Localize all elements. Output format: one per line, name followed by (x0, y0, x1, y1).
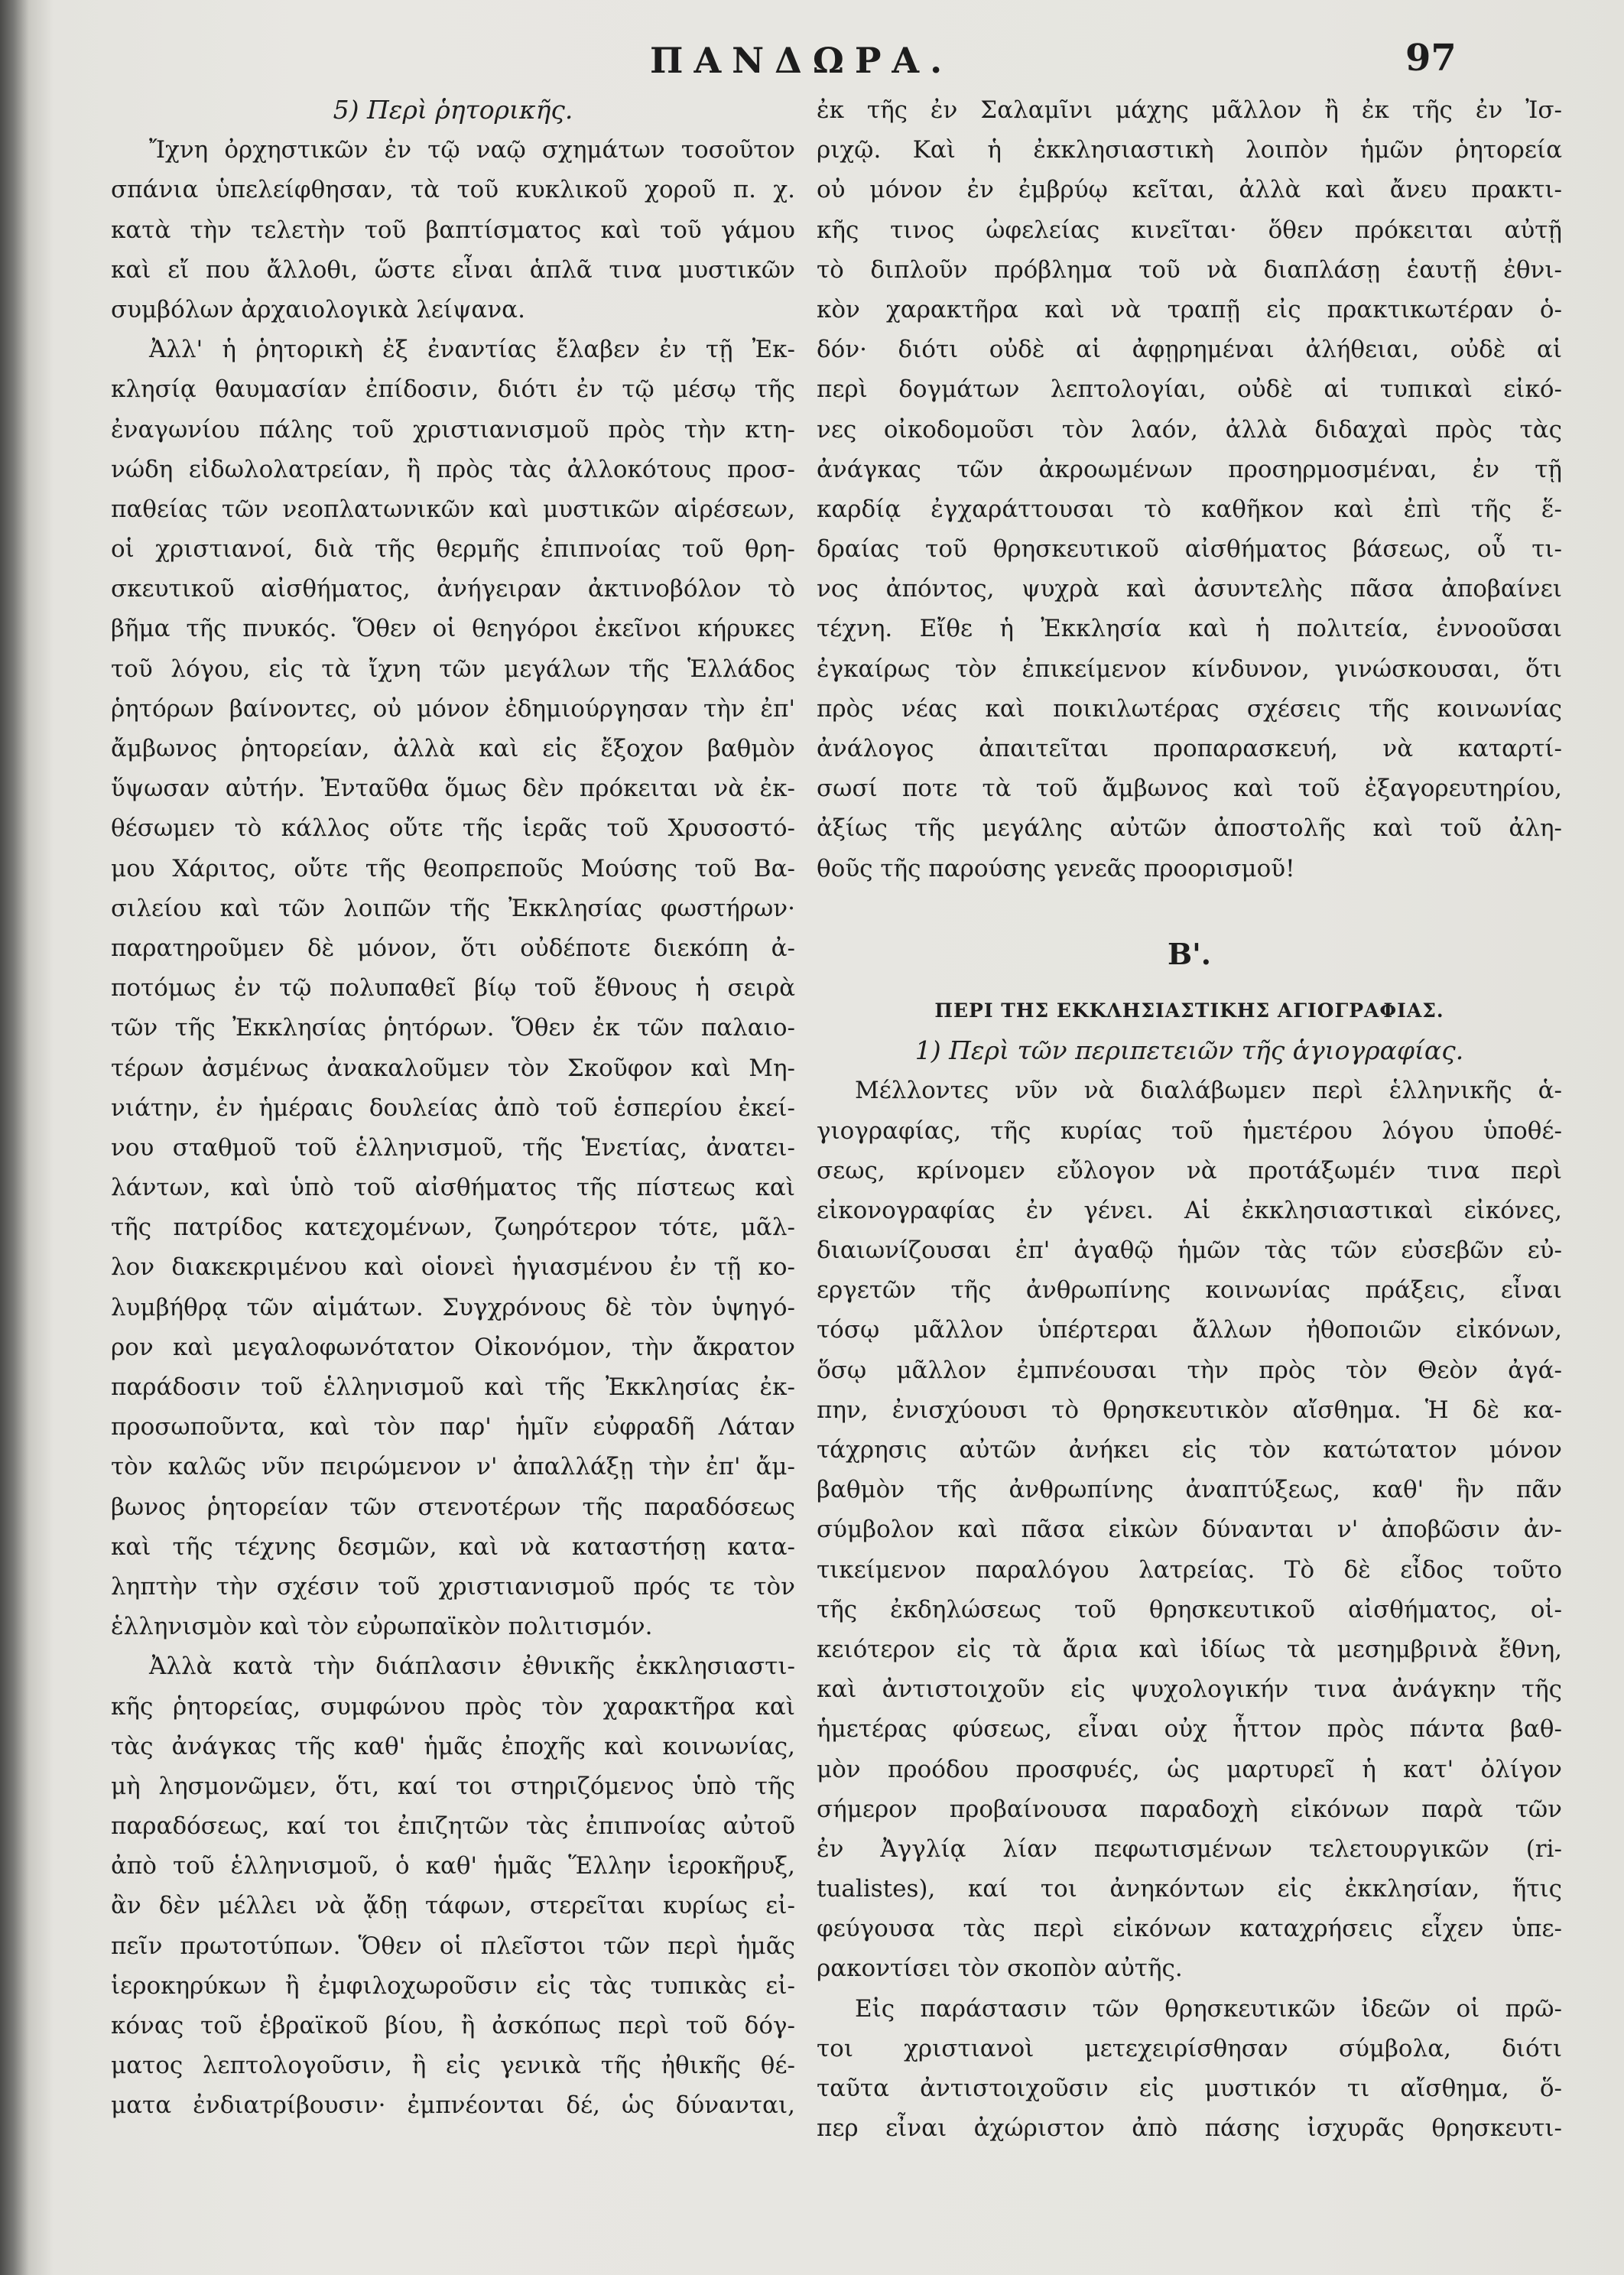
text-line: τέχνη. Εἴθε ἡ Ἐκκλησία καὶ ἡ πολιτεία, ἐννοοῦσαι (817, 615, 1562, 643)
text-line: σεως, κρίνομεν εὔλογον νὰ προτάξωμέν τινα περὶ (817, 1156, 1562, 1185)
text-line: ἐναγωνίου πάλης τοῦ χριστιανισμοῦ πρὸς τὴν κτη- (111, 415, 795, 444)
text-line: βαθμὸν τῆς ἀνθρωπίνης ἀναπτύξεως, καθ' ἣν πᾶν (817, 1476, 1562, 1504)
text-line: ἀνάλογος ἀπαιτεῖται προπαρασκευή, νὰ καταρτί- (817, 735, 1562, 762)
text-line: μου Χάριτος, οὔτε τῆς θεοπρεποῦς Μούσης τοῦ Βα- (111, 854, 795, 882)
text-line: μὸν προόδου προσφυές, ὡς μαρτυρεῖ ἡ κατ' ὀλίγον (817, 1755, 1562, 1783)
text-line: εργετῶν τῆς ἀνθρωπίνης κοινωνίας πράξεις, εἶναι (817, 1276, 1562, 1305)
section-heading: 5) Περὶ ῥητορικῆς. (333, 95, 573, 125)
text-line: λον διακεκριμένου καὶ οἱονεὶ ἡγιασμένου ἐν τῇ κο- (111, 1253, 795, 1282)
text-line: τῆς πατρίδος κατεχομένων, ζωηρότερον τότε, μᾶλ- (111, 1214, 795, 1242)
text-line: παθείας τῶν νεοπλατωνικῶν καὶ μυστικῶν αἱρέσεων, (111, 495, 795, 523)
text-line: τικείμενον παραλόγου λατρείας. Τὸ δὲ εἶδος τοῦτο (817, 1555, 1562, 1584)
text-line: τέρων ἀσμένως ἀνακαλοῦμεν τὸν Σκοῦφον καὶ Μη- (111, 1054, 795, 1082)
text-line: νώδη εἰδωλολατρείαν, ἢ πρὸς τὰς ἀλλοκότους προσ- (111, 455, 795, 483)
text-line: κόνας τοῦ ἑβραϊκοῦ βίου, ἢ ἀσκόπως περὶ τοῦ δόγ- (111, 2012, 795, 2039)
text-line: γιογραφίας, τῆς κυρίας τοῦ ἡμετέρου λόγου ὑποθέ- (817, 1116, 1562, 1145)
text-line: δόν· διότι οὐδὲ αἱ ἀφῃρημέναι ἀλήθειαι, οὐδὲ αἱ (817, 336, 1562, 364)
text-line: κλησίᾳ θαυμασίαν ἐπίδοσιν, διότι ἐν τῷ μέσῳ τῆς (111, 375, 795, 404)
text-line: περ εἶναι ἀχώριστον ἀπὸ πάσης ἰσχυρᾶς θρησκευτι- (817, 2114, 1562, 2143)
text-line: ὕψωσαν αὐτήν. Ἐνταῦθα ὅμως δὲν πρόκειται νὰ ἐκ- (111, 775, 795, 803)
text-line: ριχῷ. Καὶ ἡ ἐκκλησιαστικὴ λοιπὸν ἡμῶν ῥητορεία (817, 136, 1562, 164)
running-title: ΠΑΝΔΩΡΑ. (650, 40, 953, 81)
text-line: κῆς τινος ὠφελείας κινεῖται· ὅθεν πρόκειται αὐτῇ (817, 216, 1562, 244)
text-line: οὐ μόνον ἐν ἐμβρύῳ κεῖται, ἀλλὰ καὶ ἄνευ πρακτι- (817, 176, 1562, 204)
text-line: εἰκονογραφίας ἐν γένει. Αἱ ἐκκλησιαστικαὶ εἰκόνες, (817, 1196, 1562, 1224)
text-line: θέσωμεν τὸ κάλλος οὔτε τῆς ἱερᾶς τοῦ Χρυσοστό- (111, 814, 795, 843)
text-line: ματα ἐνδιατρίβουσιν· ἐμπνέονται δέ, ὡς δύνανται, (111, 2091, 795, 2120)
text-line: τὸν καλῶς νῦν πειρώμενον ν' ἀπαλλάξῃ τὴν ἐπ' ἄμ- (111, 1453, 795, 1481)
text-line: μὴ λησμονῶμεν, ὅτι, καί τοι στηριζόμενος ὑπὸ τῆς (111, 1772, 795, 1800)
chapter-title: ΠΕΡΙ ΤΗΣ ΕΚΚΛΗΣΙΑΣΤΙΚΗΣ ΑΓΙΟΓΡΑΦΙΑΣ. (934, 999, 1444, 1022)
text-line: τοι χριστιανοὶ μετεχειρίσθησαν σύμβολα, διότι (817, 2034, 1562, 2062)
text-line: tualistes), καί τοι ἀνηκόντων εἰς ἐκκλησίαν, ἥτις (817, 1875, 1562, 1903)
text-line: τὰς ἀνάγκας τῆς καθ' ἡμᾶς ἐποχῆς καὶ κοινωνίας, (111, 1732, 795, 1760)
left-column (111, 90, 795, 2126)
text-line: σωσί ποτε τὰ τοῦ ἄμβωνος καὶ τοῦ ἐξαγορευτηρίου, (817, 775, 1562, 803)
text-line: κειότερον εἰς τὰ ἄρια καὶ ἰδίως τὰ μεσημβρινὰ ἔθνη, (817, 1635, 1562, 1663)
text-line: ἀπὸ τοῦ ἑλληνισμοῦ, ὁ καθ' ἡμᾶς Ἕλλην ἱεροκῆρυξ, (111, 1852, 795, 1880)
text-line: τόσῳ μᾶλλον ὑπέρτεραι ἄλλων ἠθοποιῶν εἰκόνων, (817, 1316, 1562, 1344)
text-line: ταῦτα ἀντιστοιχοῦσιν εἰς μυστικόν τι αἴσθημα, ὅ- (817, 2075, 1562, 2102)
text-line: κὸν χαρακτῆρα καὶ νὰ τραπῇ εἰς πρακτικωτέραν ὁ- (817, 295, 1562, 323)
text-line: πεῖν πρωτοτύπων. Ὅθεν οἱ πλεῖστοι τῶν περὶ ἡμᾶς (111, 1932, 795, 1960)
text-line: σιλείου καὶ τῶν λοιπῶν τῆς Ἐκκλησίας φωστήρων· (111, 894, 795, 922)
text-line: καὶ εἴ που ἄλλοθι, ὥστε εἶναι ἁπλᾶ τινα μυστικῶν (111, 255, 795, 284)
paragraph-first-line: Ἴχνη ὀρχηστικῶν ἐν τῷ ναῷ σχημάτων τοσοῦτον (149, 136, 795, 164)
text-line: ἄμβωνος ῥητορείαν, ἀλλὰ καὶ εἰς ἔξοχον βαθμὸν (111, 735, 795, 762)
text-line: προσωποῦντα, καὶ τὸν παρ' ἡμῖν εὐφραδῆ Λάταν (111, 1413, 795, 1441)
text-line: τάχρησις αὐτῶν ἀνήκει εἰς τὸν κατώτατον μόνον (817, 1436, 1562, 1464)
text-line: διαιωνίζουσαι ἐπ' ἀγαθῷ ἡμῶν τὰς τῶν εὐσεβῶν εὐ- (817, 1237, 1562, 1265)
text-line: παρατηροῦμεν δὲ μόνον, ὅτι οὐδέποτε διεκόπη ἀ- (111, 934, 795, 962)
paragraph-last-line: θοῦς τῆς παρούσης γενεᾶς προορισμοῦ! (817, 854, 1295, 882)
text-line: παραδόσεως, καί τοι ἐπιζητῶν τὰς ἐπιπνοίας αὐτοῦ (111, 1812, 795, 1841)
text-line: ἱεροκηρύκων ἢ ἐμφιλοχωροῦσιν εἰς τὰς τυπικὰς εἰ- (111, 1971, 795, 2000)
text-line: τῆς ἐκδηλώσεως τοῦ θρησκευτικοῦ αἰσθήματος, οἰ- (817, 1595, 1562, 1623)
text-line: ἀξίως τῆς μεγάλης αὐτῶν ἀποστολῆς καὶ τοῦ ἀλη- (817, 814, 1562, 843)
spacer (817, 974, 1562, 991)
text-line: νες οἰκοδομοῦσι τὸν λαόν, ἀλλὰ διδαχαὶ πρὸς τὰς (817, 415, 1562, 444)
text-line: σήμερον προβαίνουσα παραδοχὴ εἰκόνων παρὰ τῶν (817, 1795, 1562, 1823)
text-line: καὶ ἀντιστοιχοῦν εἰς ψυχολογικήν τινα ἀνάγκην τῆς (817, 1675, 1562, 1704)
text-line: νιάτην, ἐν ἡμέραις δουλείας ἀπὸ τοῦ ἑσπερίου ἐκεί- (111, 1094, 795, 1122)
text-line: περὶ δογμάτων λεπτολογίαι, οὐδὲ αἱ τυπικαὶ εἰκό- (817, 375, 1562, 404)
paragraph-last-line: συμβόλων ἀρχαιολογικὰ λείψανα. (111, 295, 525, 323)
text-line: φεύγουσα τὰς περὶ εἰκόνων καταχρήσεις εἶχεν ὑπε- (817, 1915, 1562, 1943)
text-line: ποτόμως ἐν τῷ πολυπαθεῖ βίῳ τοῦ ἔθνους ἡ σειρὰ (111, 974, 795, 1003)
text-line: καὶ τῆς τέχνης δεσμῶν, καὶ νὰ καταστήσῃ κατα- (111, 1532, 795, 1561)
text-line: σπάνια ὑπελείφθησαν, τὰ τοῦ κυκλικοῦ χοροῦ π. χ. (111, 176, 795, 204)
paragraph-first-line: Εἰς παράστασιν τῶν θρησκευτικῶν ἰδεῶν οἱ πρῶ- (855, 1994, 1562, 2023)
text-line: ἡμετέρας φύσεως, εἶναι οὐχ ἧττον πρὸς πάντα βαθ- (817, 1715, 1562, 1744)
text-line: σύμβολον καὶ πᾶσα εἰκὼν δύνανται ν' ἀποβῶσιν ἀν- (817, 1516, 1562, 1544)
text-line: ἐν Ἀγγλίᾳ λίαν πεφωτισμένων τελετουργικῶν (ri- (817, 1835, 1562, 1863)
text-line: κῆς ῥητορείας, συμφώνου πρὸς τὸν χαρακτῆρα καὶ (111, 1692, 795, 1721)
paragraph-last-line: ρακοντίσει τὸν σκοπὸν αὐτῆς. (817, 1955, 1183, 1983)
text-line: ἐγκαίρως τὸν ἐπικείμενον κίνδυνον, γινώσκουσαι, ὅτι (817, 655, 1562, 683)
text-line: λάντων, καὶ ὑπὸ τοῦ αἰσθήματος τῆς πίστεως καὶ (111, 1174, 795, 1202)
text-line: σκευτικοῦ αἰσθήματος, ἀνήγειραν ἀκτινοβόλον τὸ (111, 575, 795, 603)
text-line: ὅσῳ μᾶλλον ἐμπνέουσαι τὴν πρὸς τὸν Θεὸν ἀγά- (817, 1356, 1562, 1384)
text-line: τῶν τῆς Ἐκκλησίας ῥητόρων. Ὅθεν ἐκ τῶν παλαιο- (111, 1014, 795, 1042)
text-line: πην, ἐνισχύουσι τὸ θρησκευτικὸν αἴσθημα. Ἡ δὲ κα- (817, 1396, 1562, 1424)
text-line: τοῦ λόγου, εἰς τὰ ἴχνη τῶν μεγάλων τῆς Ἑλλάδος (111, 655, 795, 683)
text-line: κατὰ τὴν τελετὴν τοῦ βαπτίσματος καὶ τοῦ γάμου (111, 216, 795, 244)
page-header (0, 31, 1624, 84)
text-line: ἀνάγκας τῶν ἀκροωμένων προσηρμοσμέναι, ἐν τῇ (817, 455, 1562, 483)
text-line: ἐκ τῆς ἐν Σαλαμῖνι μάχης μᾶλλον ἢ ἐκ τῆς ἐν Ἰσ- (817, 96, 1562, 124)
section-heading: 1) Περὶ τῶν περιπετειῶν τῆς ἁγιογραφίας. (914, 1035, 1464, 1066)
text-line: πρὸς νέας καὶ ποικιλωτέρας σχέσεις τῆς κοινωνίας (817, 694, 1562, 723)
text-line: βωνος ῥητορείαν τῶν στενοτέρων τῆς παραδόσεως (111, 1493, 795, 1521)
text-line: νος ἀπόντος, ψυχρὰ καὶ ἀσυντελὴς πᾶσα ἀποβαίνει (817, 575, 1562, 603)
text-line: οἱ χριστιανοί, διὰ τῆς θερμῆς ἐπιπνοίας τοῦ θρη- (111, 535, 795, 564)
text-line: νου σταθμοῦ τοῦ ἑλληνισμοῦ, τῆς Ἑνετίας, ἀνατει- (111, 1133, 795, 1162)
text-line: παράδοσιν τοῦ ἑλληνισμοῦ καὶ τῆς Ἐκκλησίας ἐκ- (111, 1373, 795, 1401)
text-line: ματος λεπτολογοῦσιν, ἢ εἰς γενικὰ τῆς ἠθικῆς θέ- (111, 2052, 795, 2080)
paragraph-first-line: Μέλλοντες νῦν νὰ διαλάβωμεν περὶ ἑλληνικῆς ἁ- (855, 1077, 1562, 1105)
paragraph-first-line: Ἀλλ' ἡ ῥητορικὴ ἐξ ἐναντίας ἔλαβεν ἐν τῇ Ἐκ- (149, 336, 795, 364)
page-number: 97 (1405, 37, 1457, 80)
spacer (817, 889, 1562, 934)
text-line: δραίας τοῦ θρησκευτικοῦ αἰσθήματος βάσεως, οὗ τι- (817, 535, 1562, 564)
text-line: λυμβήθρᾳ τῶν αἱμάτων. Συγχρόνους δὲ τὸν ὑψηγό- (111, 1293, 795, 1321)
text-line: τὸ διπλοῦν πρόβλημα τοῦ νὰ διαπλάσῃ ἑαυτῇ ἐθνι- (817, 255, 1562, 284)
paragraph-last-line: ἑλληνισμὸν καὶ τὸν εὐρωπαϊκὸν πολιτισμόν. (111, 1613, 653, 1641)
right-column (817, 90, 1562, 2148)
chapter-number: Β'. (1168, 936, 1211, 971)
text-line: καρδίᾳ ἐγχαράττουσαι τὸ καθῆκον καὶ ἐπὶ τῆς ἕ- (817, 495, 1562, 523)
text-line: ληπτὴν τὴν σχέσιν τοῦ χριστιανισμοῦ πρός τε τὸν (111, 1572, 795, 1601)
paragraph-first-line: Ἀλλὰ κατὰ τὴν διάπλασιν ἐθνικῆς ἐκκλησιαστι- (149, 1653, 795, 1681)
text-line: ῥητόρων βαίνοντες, οὐ μόνον ἐδημιούργησαν τὴν ἐπ' (111, 694, 795, 723)
text-line: βῆμα τῆς πνυκός. Ὅθεν οἱ θεηγόροι ἐκεῖνοι κήρυκες (111, 615, 795, 643)
text-line: ρον καὶ μεγαλοφωνότατον Οἰκονόμον, τὴν ἄκρατον (111, 1333, 795, 1361)
text-line: ἂν δὲν μέλλει νὰ ᾄδῃ τάφων, στερεῖται κυρίως εἰ- (111, 1892, 795, 1920)
